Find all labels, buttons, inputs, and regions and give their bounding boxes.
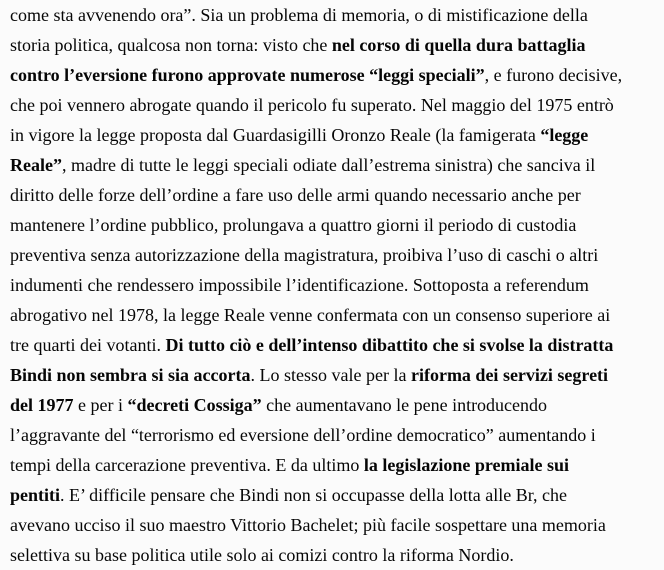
text-segment: abrogativo nel 1978, la legge Reale venne confermata con un consenso superiore ai (10, 305, 611, 325)
text-line (10, 510, 662, 540)
text-segment-bold: nel corso di quella dura battaglia (331, 35, 586, 55)
text-segment: l’aggravante del “terrorismo ed eversione dell’ordine democratico” aumentando i (10, 425, 596, 445)
text-segment: e per i (73, 395, 128, 415)
text-segment-bold: la legislazione premiale sui (363, 455, 569, 475)
text-line (10, 420, 662, 450)
text-segment: . E’ difficile pensare che Bindi non si occupasse della lotta alle Br, che (60, 485, 567, 505)
text-segment: avevano ucciso il suo maestro Vittorio Bachelet; più facile sospettare una memoria (10, 515, 606, 535)
text-line (10, 240, 662, 270)
text-segment: . Lo stesso vale per la (250, 365, 411, 385)
text-segment: tempi della carcerazione preventiva. E da ultimo (10, 455, 364, 475)
text-line (10, 390, 662, 420)
text-line (10, 210, 662, 240)
text-line (10, 0, 662, 30)
text-line (10, 480, 662, 510)
text-segment-bold: Reale” (10, 155, 62, 175)
document-text (10, 0, 662, 570)
text-line (10, 180, 662, 210)
text-segment: mantenere l’ordine pubblico, prolungava a quattro giorni il periodo di custodia (10, 215, 577, 235)
text-segment-bold: riforma dei servizi segreti (410, 365, 609, 385)
text-segment: selettiva su base politica utile solo ai comizi contro la riforma Nordio. (10, 545, 514, 565)
text-segment: , e furono decisive, (484, 65, 623, 85)
text-segment-bold: del 1977 (10, 395, 74, 415)
text-line (10, 120, 662, 150)
text-segment: indumenti che rendessero impossibile l’identificazione. Sottoposta a referendum (10, 275, 589, 295)
text-segment: in vigore la legge proposta dal Guardasigilli Oronzo Reale (la famigerata (10, 125, 541, 145)
text-segment-bold: “decreti Cossiga” (127, 395, 262, 415)
text-segment: preventiva senza autorizzazione della magistratura, proibiva l’uso di caschi o altri (10, 245, 599, 265)
text-segment: diritto delle forze dell’ordine a fare uso delle armi quando necessario anche per (10, 185, 581, 205)
text-line (10, 330, 662, 360)
text-segment: come sta avvenendo ora”. Sia un problema di memoria, o di mistificazione della (10, 5, 588, 25)
text-line (10, 30, 662, 60)
text-line (10, 540, 662, 570)
text-segment: storia politica, qualcosa non torna: visto che (10, 35, 332, 55)
text-segment: che aumentavano le pene introducendo (261, 395, 548, 415)
text-segment-bold: pentiti (10, 485, 61, 505)
text-segment: che poi vennero abrogate quando il pericolo fu superato. Nel maggio del 1975 entrò (10, 95, 614, 115)
text-segment: tre quarti dei votanti. (10, 335, 166, 355)
text-segment-bold: Bindi non sembra si sia accorta (10, 365, 251, 385)
text-segment-bold: Di tutto ciò e dell’intenso dibattito che si svolse la distratta (165, 335, 614, 355)
text-line (10, 450, 662, 480)
text-segment-bold: “legge (540, 125, 589, 145)
text-line (10, 150, 662, 180)
text-line (10, 90, 662, 120)
text-line (10, 270, 662, 300)
text-segment-bold: contro l’eversione furono approvate numerose “leggi speciali” (10, 65, 485, 85)
text-line (10, 300, 662, 330)
text-segment: , madre di tutte le leggi speciali odiate dall’estrema sinistra) che sanciva il (61, 155, 596, 175)
text-line (10, 360, 662, 390)
text-line (10, 60, 662, 90)
